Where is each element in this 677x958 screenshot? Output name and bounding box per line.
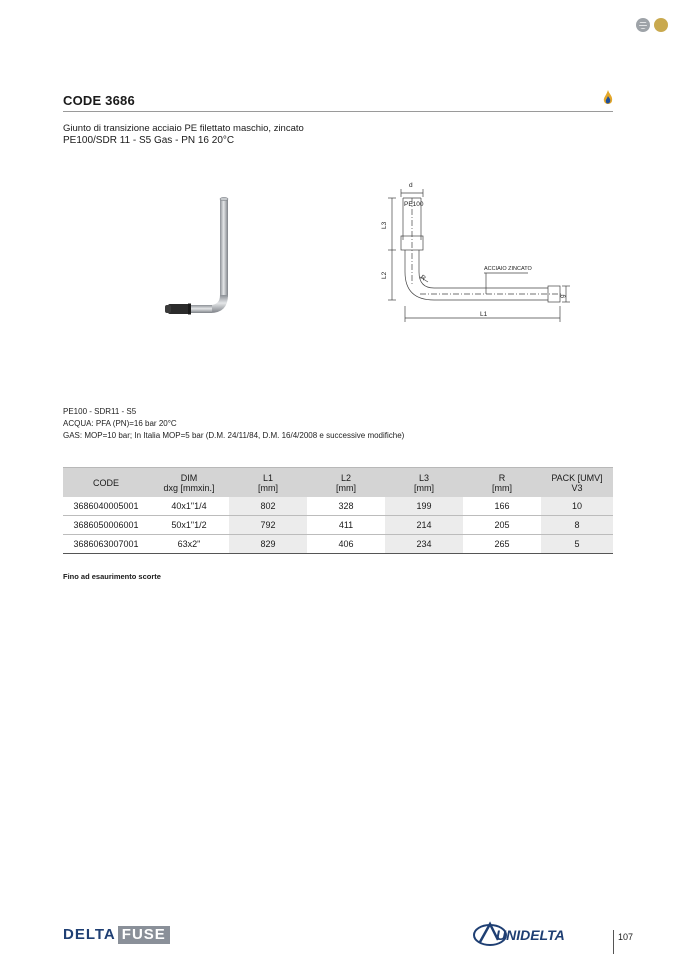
cell-code: 3686040005001 bbox=[63, 497, 149, 516]
product-table bbox=[63, 467, 613, 554]
unidelta-logo-text: UNIDELTA bbox=[496, 927, 565, 943]
product-specification: PE100/SDR 11 - S5 Gas - PN 16 20°C bbox=[63, 135, 235, 146]
dim-label-d: d bbox=[409, 182, 413, 189]
gold-dot-icon bbox=[654, 18, 668, 32]
cell-r: 205 bbox=[463, 516, 541, 535]
cell-l2: 406 bbox=[307, 535, 385, 554]
cell-dim: 63x2" bbox=[149, 535, 229, 554]
dim-label-l1: L1 bbox=[480, 311, 488, 318]
cell-code: 3686063007001 bbox=[63, 535, 149, 554]
header-code: CODE bbox=[63, 468, 149, 498]
cell-r: 166 bbox=[463, 497, 541, 516]
page-number: 107 bbox=[618, 932, 634, 942]
dim-label-r: R bbox=[418, 273, 427, 283]
deltafuse-logo-fuse: FUSE bbox=[118, 926, 170, 944]
unidelta-logo bbox=[472, 918, 604, 948]
page-title: CODE 3686 bbox=[63, 93, 135, 108]
cell-l3: 199 bbox=[385, 497, 463, 516]
dim-label-g: g bbox=[559, 294, 566, 298]
footnote: Fino ad esaurimento scorte bbox=[63, 572, 161, 581]
dim-label-l3: L3 bbox=[381, 221, 388, 229]
material-label-acciaio: ACCIAIO ZINCATO bbox=[484, 266, 532, 272]
product-description: Giunto di transizione acciaio PE filettato maschio, zincato bbox=[63, 123, 304, 134]
deltafuse-logo bbox=[63, 926, 170, 944]
spec-line-gas: GAS: MOP=10 bar; In Italia MOP=5 bar (D.M. 24/11/84, D.M. 16/4/2008 e successive modifiche) bbox=[63, 431, 405, 440]
cell-l1: 792 bbox=[229, 516, 307, 535]
water-gas-flame-icon bbox=[602, 90, 614, 106]
cell-dim: 40x1"1/4 bbox=[149, 497, 229, 516]
cell-pack: 8 bbox=[541, 516, 613, 535]
cell-pack: 5 bbox=[541, 535, 613, 554]
table-row bbox=[63, 535, 613, 554]
title-divider bbox=[63, 111, 613, 112]
material-label-pe100: PE100 bbox=[404, 201, 424, 208]
cell-l2: 328 bbox=[307, 497, 385, 516]
cell-l1: 802 bbox=[229, 497, 307, 516]
header-pack: PACK [UMV] V3 bbox=[541, 468, 613, 498]
deltafuse-logo-delta: DELTA bbox=[63, 926, 116, 943]
cell-pack: 10 bbox=[541, 497, 613, 516]
table-row bbox=[63, 497, 613, 516]
header-l3: L3 [mm] bbox=[385, 468, 463, 498]
cell-code: 3686050006001 bbox=[63, 516, 149, 535]
language-globe-icon bbox=[636, 18, 650, 32]
cell-r: 265 bbox=[463, 535, 541, 554]
table-row bbox=[63, 516, 613, 535]
header-r: R [mm] bbox=[463, 468, 541, 498]
cell-l3: 214 bbox=[385, 516, 463, 535]
cell-l1: 829 bbox=[229, 535, 307, 554]
table-header-row bbox=[63, 468, 613, 498]
header-dim: DIM dxg [mmxin.] bbox=[149, 468, 229, 498]
cell-l2: 411 bbox=[307, 516, 385, 535]
header-l2: L2 [mm] bbox=[307, 468, 385, 498]
spec-line-material: PE100 - SDR11 - S5 bbox=[63, 407, 137, 416]
page-number-divider bbox=[613, 930, 614, 954]
product-photo bbox=[162, 195, 242, 325]
dim-label-l2: L2 bbox=[381, 271, 388, 279]
cell-dim: 50x1"1/2 bbox=[149, 516, 229, 535]
cell-l3: 234 bbox=[385, 535, 463, 554]
technical-drawing bbox=[376, 178, 576, 328]
spec-line-water: ACQUA: PFA (PN)=16 bar 20°C bbox=[63, 419, 177, 428]
header-l1: L1 [mm] bbox=[229, 468, 307, 498]
